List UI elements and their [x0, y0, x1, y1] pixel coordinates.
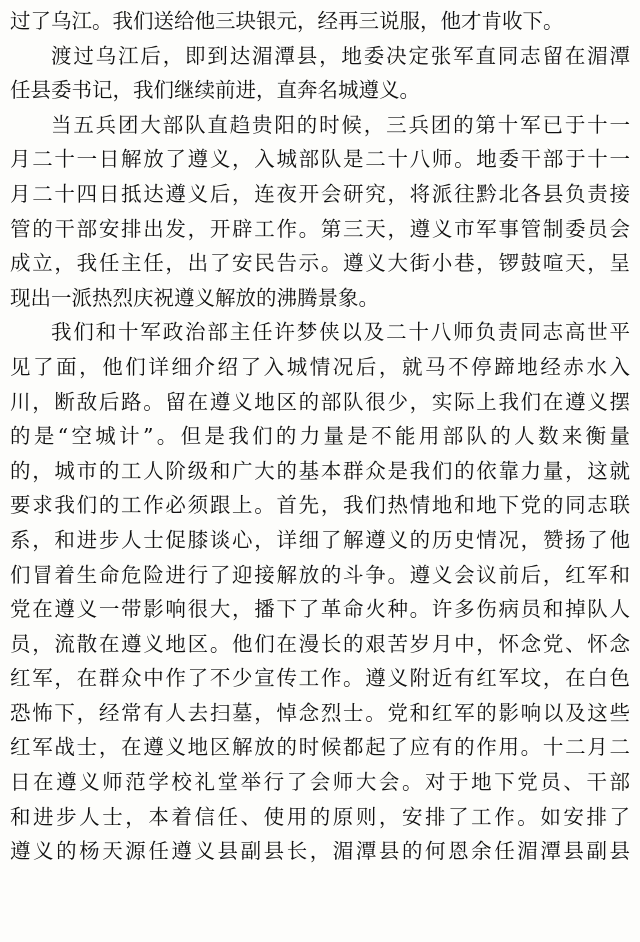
text-line: 过了乌江。我们送给他三块银元，经再三说服，他才肯收下。 — [10, 9, 564, 33]
paragraph-4 — [10, 315, 630, 869]
text-line: 见了面，他们详细介绍了入城情况后，就马不停蹄地经赤水入 — [10, 354, 630, 379]
text-line: 日在遵义师范学校礼堂举行了会师大会。对于地下党员、干部 — [10, 770, 630, 795]
text-line: 和进步人士，本着信任、使用的原则，安排了工作。如安排了 — [10, 804, 630, 829]
text-line: 月二十一日解放了遵义，入城部队是二十八师。地委干部于十一 — [10, 147, 630, 172]
text-line: 月二十四日抵达遵义后，连夜开会研究，将派往黔北各县负责接 — [10, 181, 630, 206]
text-line: 的是“空城计”。但是我们的力量是不能用部队的人数来衡量 — [10, 424, 630, 449]
text-line: 党在遵义一带影响很大，播下了革命火种。许多伤病员和掉队人 — [10, 597, 630, 622]
text-line: 员，流散在遵义地区。他们在漫长的艰苦岁月中，怀念党、怀念 — [10, 631, 630, 656]
text-line: 当五兵团大部队直趋贵阳的时候，三兵团的第十军已于十一 — [51, 112, 630, 137]
text-line: 们冒着生命危险进行了迎接解放的斗争。遵义会议前后，红军和 — [10, 562, 630, 587]
text-line: 现出一派热烈庆祝遵义解放的沸腾景象。 — [10, 285, 379, 310]
text-line: 任县委书记，我们继续前进，直奔名城遵义。 — [10, 78, 420, 103]
text-line: 我们和十军政治部主任许梦侠以及二十八师负责同志高世平 — [51, 320, 630, 345]
text-line: 渡过乌江后，即到达湄潭县，地委决定张军直同志留在湄潭 — [51, 43, 630, 68]
paragraph-3 — [10, 108, 630, 316]
paragraph-2 — [10, 39, 630, 108]
text-line: 管的干部安排出发，开辟工作。第三天，遵义市军事管制委员会 — [10, 216, 630, 241]
text-line: 的，城市的工人阶级和广大的基本群众是我们的依靠力量，这就 — [10, 458, 630, 483]
text-line: 恐怖下，经常有人去扫墓，悼念烈士。党和红军的影响以及这些 — [10, 700, 630, 725]
text-line: 系，和进步人士促膝谈心，详细了解遵义的历史情况，赞扬了他 — [10, 527, 630, 552]
paragraph-1 — [10, 4, 630, 39]
text-line: 成立，我任主任，出了安民告示。遵义大街小巷，锣鼓喧天，呈 — [10, 251, 630, 276]
text-line: 遵义的杨天源任遵义县副县长，湄潭县的何恩余任湄潭县副县 — [10, 839, 630, 864]
text-line: 红军，在群众中作了不少宣传工作。遵义附近有红军坟，在白色 — [10, 666, 630, 691]
text-line: 要求我们的工作必须跟上。首先，我们热情地和地下党的同志联 — [10, 493, 630, 518]
text-line: 红军战士，在遵义地区解放的时候都起了应有的作用。十二月二 — [10, 735, 630, 760]
text-line: 川，断敌后路。留在遵义地区的部队很少，实际上我们在遵义摆 — [10, 389, 630, 414]
